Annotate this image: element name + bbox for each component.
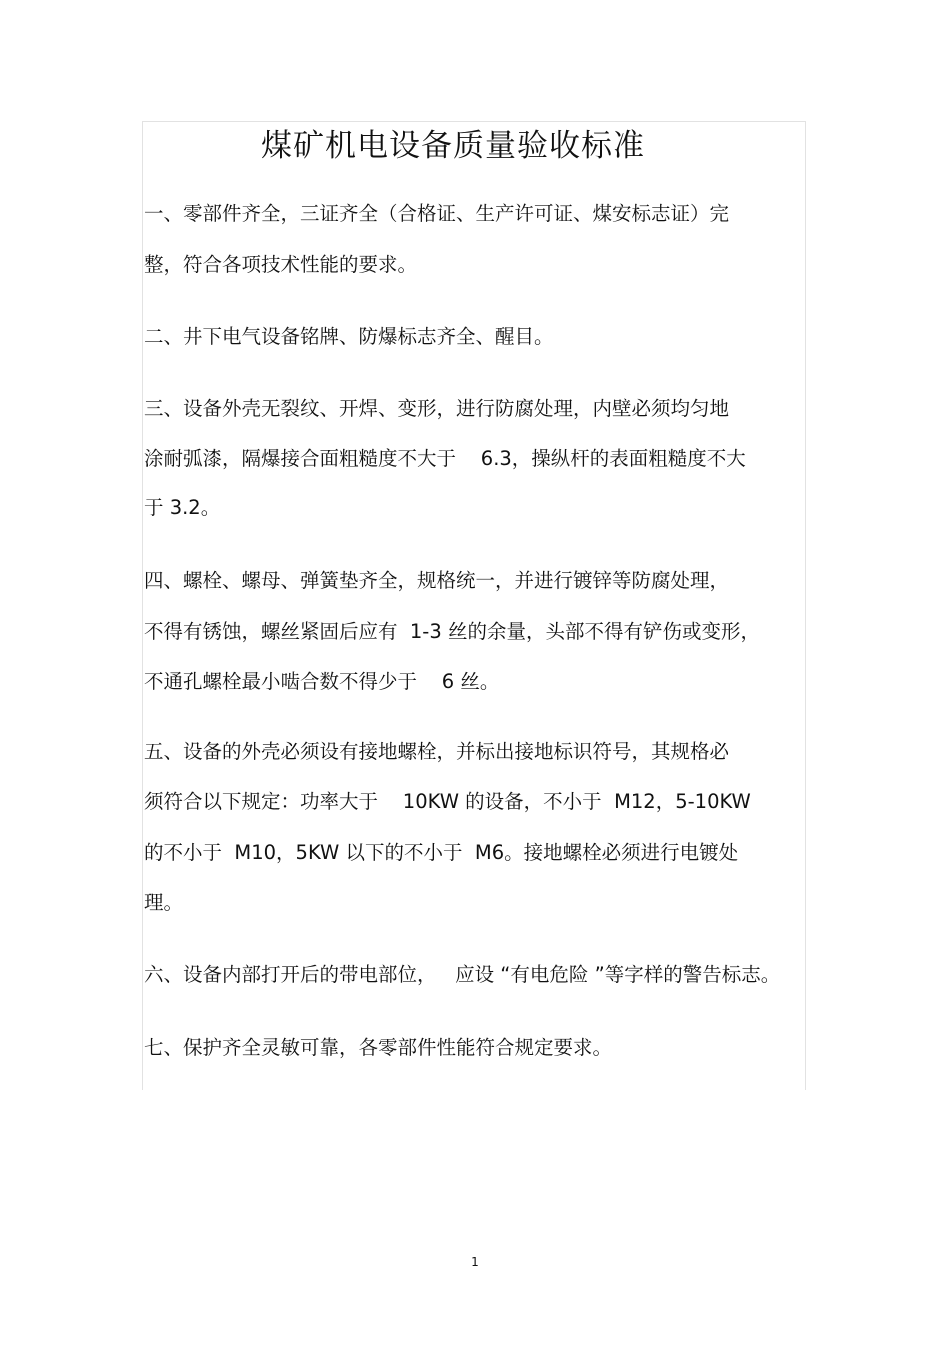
- paragraph-4-line-1: 四、螺栓、螺母、弹簧垫齐全，规格统一，并进行镀锌等防腐处理，: [144, 569, 730, 592]
- paragraph-3-line-2: 涂耐弧漆，隔爆接合面粗糙度不大于 6.3，操纵杆的表面粗糙度不大: [144, 447, 746, 470]
- paragraph-5-line-4: 理。: [144, 891, 184, 914]
- paragraph-4-line-3: 不通孔螺栓最小啮合数不得少于 6 丝。: [144, 670, 500, 693]
- paragraph-7-line-1: 七、保护齐全灵敏可靠，各零部件性能符合规定要求。: [144, 1036, 613, 1059]
- paragraph-5-line-2: 须符合以下规定：功率大于 10KW 的设备，不小于 M12，5-10KW: [144, 790, 751, 813]
- page-number: 1: [471, 1255, 479, 1269]
- document-title: 煤矿机电设备质量验收标准: [261, 128, 645, 164]
- paragraph-1-line-1: 一、零部件齐全，三证齐全（合格证、生产许可证、煤安标志证）完: [144, 202, 730, 225]
- paragraph-1-line-2: 整，符合各项技术性能的要求。: [144, 253, 418, 276]
- paragraph-3-line-3: 于 3.2。: [144, 496, 221, 519]
- paragraph-5-line-3: 的不小于 M10，5KW 以下的不小于 M6。接地螺栓必须进行电镀处: [144, 841, 739, 864]
- paragraph-6-line-1: 六、设备内部打开后的带电部位， 应设 “有电危险 ”等字样的警告标志。: [144, 963, 781, 986]
- paragraph-4-line-2: 不得有锈蚀，螺丝紧固后应有 1-3 丝的余量，头部不得有铲伤或变形，: [144, 620, 760, 643]
- paragraph-5-line-1: 五、设备的外壳必须设有接地螺栓，并标出接地标识符号，其规格必: [144, 740, 730, 763]
- paragraph-2-line-1: 二、井下电气设备铭牌、防爆标志齐全、醒目。: [144, 325, 554, 348]
- paragraph-3-line-1: 三、设备外壳无裂纹、开焊、变形，进行防腐处理，内壁必须均匀地: [144, 397, 730, 420]
